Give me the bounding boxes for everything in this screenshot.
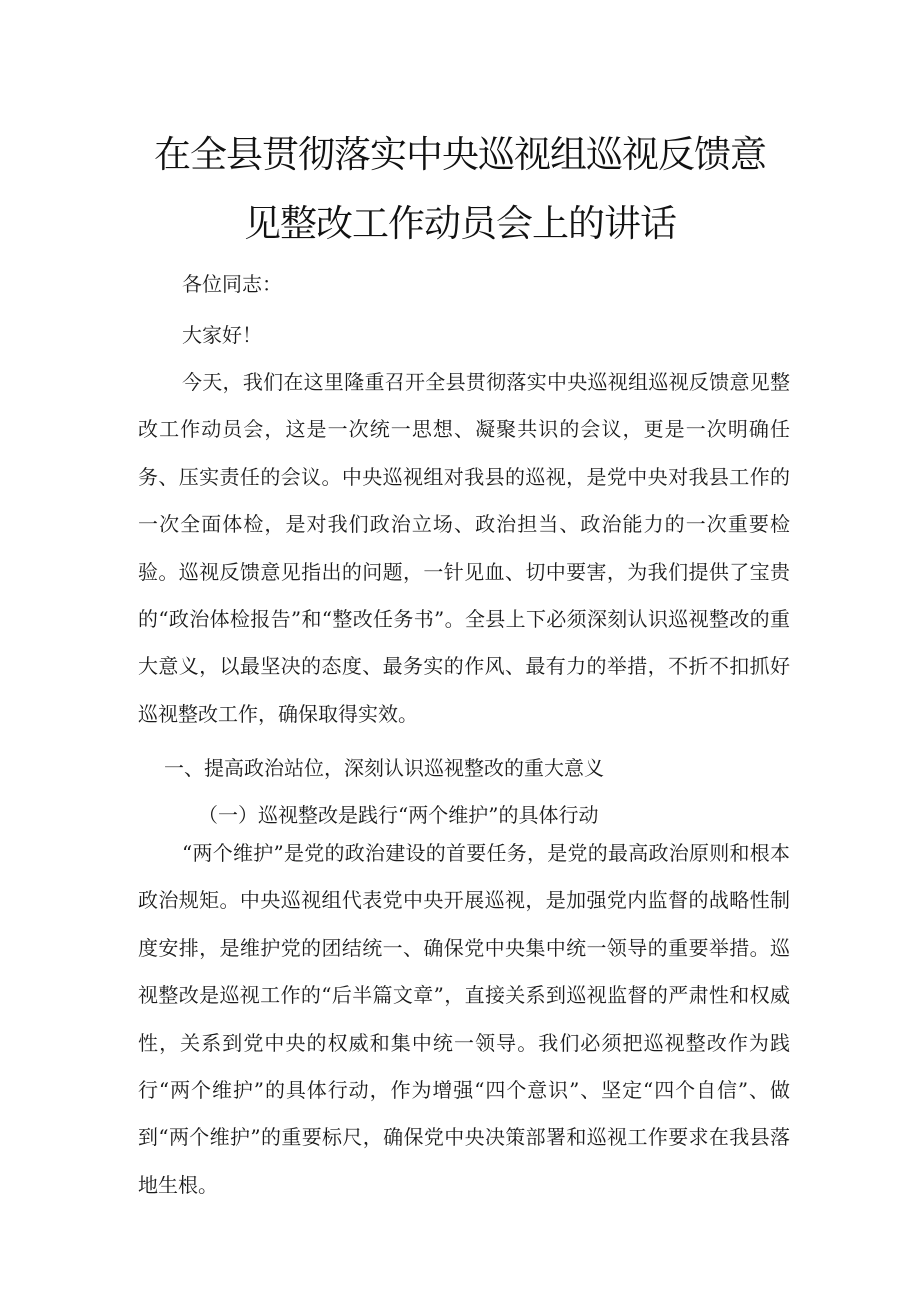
document-title-line-1: 在全县贯彻落实中央巡视组巡视反馈意 [154,133,766,176]
paragraph-two-safeguards: “两个维护”是党的政治建设的首要任务，是党的最高政治原则和根本政治规矩。中央巡视组代表党中央开展巡视，是加强党内监督的战略性制度安排，是维护党的团结统一、确保党中央集中统一领导的重要举措。巡视整改是巡视工作的“后半篇文章”，直接关系到巡视监督的严肃性和权威性，关系到党中央的权威和集中统一领导。我们必须把巡视整改作为践行“两个维护”的具体行动，作为增强“四个意识”、坚定“四个自信”、做到“两个维护”的重要标尺，确保党中央决策部署和巡视工作要求在我县落地生根。 [138,841,790,1197]
document-title-line-2: 见整改工作动员会上的讲话 [244,202,676,245]
section-heading: 一、提高政治站位，深刻认识巡视整改的重大意义 [164,756,604,780]
subsection-heading: （一）巡视整改是践行“两个维护”的具体行动 [198,803,599,827]
paragraph-opening: 今天，我们在这里隆重召开全县贯彻落实中央巡视组巡视反馈意见整改工作动员会，这是一次统一思想、凝聚共识的会议，更是一次明确任务、压实责任的会议。中央巡视组对我县的巡视，是党中央对我县工作的一次全面体检，是对我们政治立场、政治担当、政治能力的一次重要检验。巡视反馈意见指出的问题，一针见血、切中要害，为我们提供了宝贵的“政治体检报告”和“整改任务书”。全县上下必须深刻认识巡视整改的重大意义，以最坚决的态度、最务实的作风、最有力的举措，不折不扣抓好巡视整改工作，确保取得实效。 [138,370,790,726]
salutation: 各位同志： [182,272,282,296]
greeting: 大家好！ [182,323,262,347]
